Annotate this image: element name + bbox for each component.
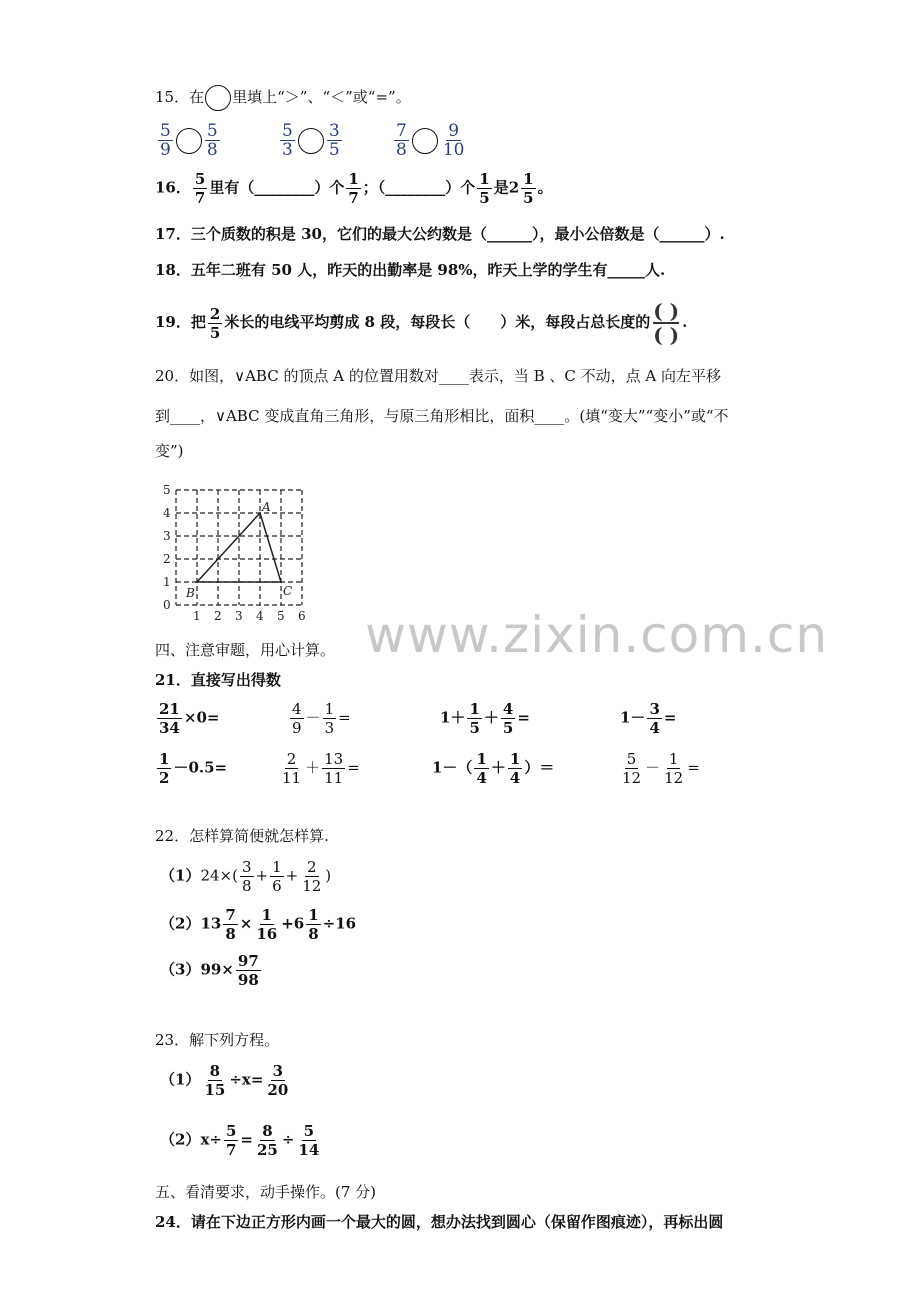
numerator: 5 [282, 121, 293, 141]
expr-tail: ×0= [183, 708, 220, 727]
q23-part-1 [160, 1062, 292, 1099]
denominator: 3 [282, 140, 293, 160]
x-tick-label: 3 [235, 609, 243, 623]
operator: － [305, 708, 321, 727]
q16-line [155, 170, 553, 207]
denominator: 8 [396, 140, 407, 160]
numerator: 8 [209, 1062, 221, 1080]
q19-number: 19．把 [155, 313, 206, 331]
compare-circle[interactable] [298, 128, 324, 154]
watermark: www.zixin.com.cn [365, 606, 829, 664]
denominator: 8 [241, 877, 252, 895]
numerator: 2 [209, 304, 221, 323]
numerator: 1 [523, 170, 534, 188]
compare-circle[interactable] [176, 128, 202, 154]
numerator: 5 [303, 1122, 315, 1140]
q21-r1-c2 [288, 700, 351, 737]
numerator: 5 [626, 750, 637, 768]
y-tick-label: 1 [163, 575, 171, 589]
circle-icon [205, 85, 231, 111]
numerator: 2 [286, 750, 297, 768]
denominator: 12 [664, 769, 684, 787]
expr-tail: －0.5= [173, 758, 228, 777]
x-tick-label: 4 [256, 609, 264, 623]
q21-r2-c1 [155, 750, 227, 787]
q16-text-4: 。 [537, 178, 553, 197]
denominator: 3 [324, 719, 335, 737]
part-label: （2） [160, 1130, 201, 1149]
q23-part-2 [160, 1122, 323, 1159]
point-c-label: C [283, 584, 293, 598]
denominator: 14 [298, 1141, 320, 1159]
q15-pre: 在 [189, 88, 205, 106]
expr-pre: 1－（ [432, 758, 473, 777]
y-tick-label: 4 [163, 506, 171, 520]
denominator: 9 [292, 719, 302, 737]
y-tick-label: 0 [163, 598, 171, 612]
expr-mid: = [240, 1130, 253, 1149]
denominator: 16 [256, 925, 278, 943]
denominator: 7 [194, 189, 206, 207]
section-4-heading: 四、注意审题，用心计算。 [155, 641, 336, 659]
y-tick-label: 2 [163, 552, 171, 566]
q15-item-2 [278, 122, 344, 159]
q24-line: 24．请在下边正方形内画一个最大的圆，想办法找到圆心（保留作图痕迹），再标出圆 [155, 1213, 724, 1231]
expr-tail: ）＝ [524, 758, 555, 777]
q21-r1-c4 [620, 700, 676, 737]
q21-r1-c1 [155, 700, 219, 737]
numerator: 13 [324, 750, 344, 768]
section-5-heading: 五、看清要求，动手操作。(7 分) [155, 1183, 377, 1201]
numerator: 1 [324, 700, 335, 718]
numerator: 1 [476, 750, 487, 768]
q17-line: 17．三个质数的积是 30，它们的最大公约数是（______），最小公倍数是（______）. [155, 225, 725, 243]
part-label: （1） [160, 1070, 201, 1089]
denominator: 11 [282, 769, 302, 787]
numerator: 1 [469, 700, 480, 718]
expr-post: ) [325, 866, 332, 885]
operator: ＋ [490, 758, 506, 777]
expr-tail: = [347, 758, 360, 777]
numerator: 5 [225, 1122, 237, 1140]
y-tick-label: 5 [163, 483, 171, 497]
denominator: 5 [502, 719, 514, 737]
numerator: 1 [348, 170, 359, 188]
numerator: 8 [262, 1122, 273, 1140]
operator: + [285, 866, 299, 885]
part-label: （3） [160, 960, 201, 979]
expr-tail: = [663, 708, 677, 727]
numerator: 1 [159, 750, 170, 768]
expr-pre: 1＋ [440, 708, 466, 727]
x-tick-label: 1 [193, 609, 201, 623]
numerator: 5 [206, 121, 218, 141]
numerator: 1 [668, 750, 679, 768]
blank-denominator: ( ) [653, 323, 680, 347]
denominator: 12 [302, 877, 322, 895]
y-tick-label: 3 [163, 529, 171, 543]
q20-line-2: 到____，∨ABC 变成直角三角形，与原三角形相比，面积____。(填“变大”“变小”或“不 [155, 407, 729, 425]
q15-item-1 [156, 122, 222, 159]
denominator: 25 [256, 1141, 278, 1159]
part-label: （1） [160, 866, 201, 885]
q16-text-3: 是 [493, 178, 509, 197]
compare-circle[interactable] [412, 128, 438, 154]
expr-mid: ÷x= [229, 1070, 264, 1089]
operator: + [255, 866, 269, 885]
q16-number: 16． [155, 178, 191, 197]
denominator: 5 [523, 189, 534, 207]
numerator: 1 [261, 906, 272, 924]
q15-line [155, 85, 411, 111]
point-b-label: B [186, 586, 195, 600]
q23-title: 23．解下列方程。 [155, 1031, 280, 1049]
numerator: 3 [328, 121, 340, 141]
blank-numerator: ( ) [653, 299, 680, 323]
operator: ＋ [483, 708, 499, 727]
q21-r2-c4 [618, 750, 700, 787]
denominator: 4 [476, 769, 487, 787]
whole-number: 13 [200, 914, 222, 933]
denominator: 8 [308, 925, 319, 943]
operator: × [239, 914, 253, 933]
denominator: 5 [328, 140, 340, 160]
operator: +6 [281, 914, 305, 933]
denominator: 2 [159, 769, 170, 787]
numerator: 3 [649, 700, 660, 718]
numerator: 1 [479, 170, 490, 188]
q22-title: 22．怎样算简便就怎样算. [155, 827, 329, 845]
numerator: 97 [237, 952, 259, 970]
denominator: 34 [159, 719, 180, 737]
numerator: 5 [194, 170, 206, 188]
part-label: （2） [160, 914, 201, 933]
q20-line-3: 变”) [155, 442, 184, 460]
numerator: 1 [509, 750, 521, 768]
q22-part-1 [160, 858, 331, 895]
q19-text: 米长的电线平均剪成 8 段，每段长（ ）米，每段占总长度的 [224, 313, 651, 331]
expr-pre: 99× [200, 960, 234, 979]
x-tick-label: 2 [214, 609, 222, 623]
denominator: 4 [649, 719, 660, 737]
denominator: 98 [237, 971, 259, 989]
q16-whole: 2 [508, 178, 520, 197]
q19-end: . [682, 313, 688, 331]
numerator: 1 [272, 858, 282, 876]
numerator: 5 [160, 121, 171, 141]
q21-r1-c3 [440, 700, 530, 737]
denominator: 20 [267, 1081, 289, 1099]
x-tick-label: 5 [277, 609, 285, 623]
x-tick-label: 6 [298, 609, 306, 623]
denominator: 8 [225, 925, 236, 943]
numerator: 2 [306, 858, 317, 876]
blank-fraction-box [653, 300, 679, 346]
q22-part-2 [160, 906, 356, 943]
q21-r2-c2 [278, 750, 360, 787]
operator: － [645, 758, 661, 777]
expr-post: ÷16 [322, 914, 357, 933]
expr-tail: = [338, 708, 351, 727]
expr-tail: = [687, 758, 700, 777]
denominator: 5 [479, 189, 490, 207]
denominator: 7 [348, 189, 359, 207]
denominator: 6 [272, 877, 282, 895]
q15-instruction: 里填上“＞”、“＜”或“=”。 [232, 88, 411, 106]
denominator: 15 [204, 1081, 226, 1099]
numerator: 3 [272, 1062, 284, 1080]
denominator: 12 [622, 769, 642, 787]
numerator: 21 [159, 700, 180, 718]
coordinate-grid-figure [158, 480, 318, 625]
q22-part-3 [160, 952, 263, 989]
numerator: 7 [396, 121, 407, 141]
denominator: 4 [509, 769, 521, 787]
numerator: 9 [448, 121, 460, 141]
expr-pre: x÷ [200, 1130, 222, 1149]
numerator: 4 [502, 700, 514, 718]
point-a-label: A [262, 500, 271, 514]
q21-r2-c3 [432, 750, 554, 787]
denominator: 10 [442, 140, 465, 160]
expr-tail: = [517, 708, 530, 727]
denominator: 5 [469, 719, 480, 737]
expr-pre: 1－ [620, 708, 646, 727]
q19-line [155, 300, 687, 346]
numerator: 4 [292, 700, 302, 718]
q15-item-3 [392, 122, 468, 159]
q16-text-2: ；（________）个 [362, 178, 476, 197]
numerator: 3 [241, 858, 252, 876]
numerator: 1 [308, 906, 319, 924]
operator: ＋ [305, 758, 321, 777]
expr-pre: 24×( [200, 866, 238, 885]
denominator: 11 [324, 769, 344, 787]
denominator: 9 [160, 140, 171, 160]
denominator: 5 [209, 323, 221, 342]
q16-text-1: 里有（________）个 [209, 178, 345, 197]
numerator: 7 [225, 906, 236, 924]
q18-line: 18．五年二班有 50 人，昨天的出勤率是 98%，昨天上学的学生有_____人. [155, 261, 666, 279]
denominator: 8 [206, 140, 218, 160]
q21-title: 21．直接写出得数 [155, 671, 281, 689]
q15-number: 15． [155, 88, 190, 106]
denominator: 7 [225, 1141, 237, 1159]
operator: ÷ [281, 1130, 295, 1149]
q20-line-1: 20．如图，∨ABC 的顶点 A 的位置用数对____表示，当 B 、C 不动，点 A 向左平移 [155, 367, 721, 385]
